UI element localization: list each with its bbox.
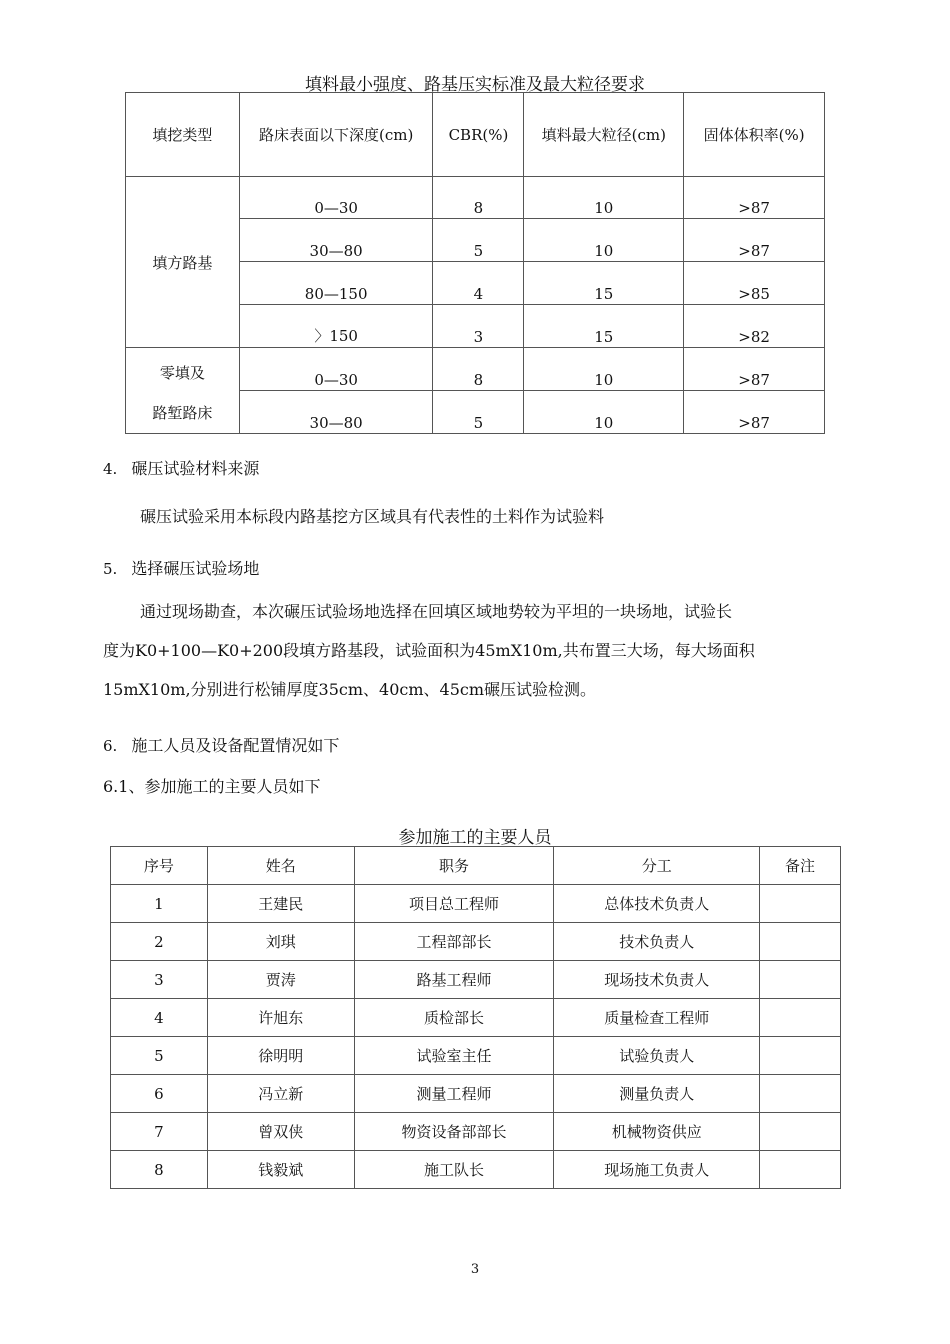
table-cell: 4 [111, 999, 208, 1037]
table1-caption: 填料最小强度、路基压实标准及最大粒径要求 [305, 75, 645, 95]
table-cell: 8 [433, 348, 524, 391]
table-cell: 项目总工程师 [354, 885, 554, 923]
table-cell: 0—30 [239, 177, 433, 219]
table-cell: 8 [111, 1151, 208, 1189]
table-cell [760, 1075, 841, 1113]
table-cell: >87 [684, 348, 825, 391]
group-label-cut-subgrade [126, 348, 240, 434]
table-header-row [126, 93, 825, 177]
table-cell: 刘琪 [207, 923, 354, 961]
table-cell: 6 [111, 1075, 208, 1113]
section6-sub-heading: 6.1、参加施工的主要人员如下 [103, 777, 321, 796]
paragraph-line: 度为K0+100—K0+200段填方路基段，试验面积为45mX10m,共布置三大场，每大场面积 [103, 641, 755, 660]
table-cell: 现场施工负责人 [554, 1151, 760, 1189]
page-number: 3 [470, 1262, 480, 1277]
header-cell: 填料最大粒径(cm) [524, 93, 684, 177]
table-cell: 技术负责人 [554, 923, 760, 961]
table-cell [760, 1037, 841, 1075]
header-cell: 固体体积率(%) [684, 93, 825, 177]
section-title: 碾压试验材料来源 [131, 459, 260, 478]
table-cell: 机械物资供应 [554, 1113, 760, 1151]
table-cell: >87 [684, 219, 825, 262]
header-cell: 序号 [111, 847, 208, 885]
table-cell: 总体技术负责人 [554, 885, 760, 923]
table-cell: 路基工程师 [354, 961, 554, 999]
table-row [111, 1075, 841, 1113]
table-row [111, 885, 841, 923]
table-cell: 〉150 [239, 305, 433, 348]
table-cell: 王建民 [207, 885, 354, 923]
table-row [111, 1113, 841, 1151]
table-cell: 4 [433, 262, 524, 305]
table-cell: >87 [684, 391, 825, 434]
section5-heading [103, 556, 259, 579]
table-row [126, 177, 825, 219]
table-cell: 80—150 [239, 262, 433, 305]
table-cell [760, 885, 841, 923]
table-cell: 徐明明 [207, 1037, 354, 1075]
table-cell: 0—30 [239, 348, 433, 391]
table-cell [760, 961, 841, 999]
table-cell [760, 1113, 841, 1151]
table-cell: 3 [111, 961, 208, 999]
table-cell: 30—80 [239, 219, 433, 262]
table-cell: 5 [433, 219, 524, 262]
header-cell: 路床表面以下深度(cm) [239, 93, 433, 177]
table-cell: 物资设备部部长 [354, 1113, 554, 1151]
section4-body: 碾压试验采用本标段内路基挖方区域具有代表性的土料作为试验料 [140, 507, 605, 526]
table-cell: 15 [524, 305, 684, 348]
section5-body [103, 592, 863, 709]
table-cell: 贾涛 [207, 961, 354, 999]
table-row [111, 961, 841, 999]
table-cell: 10 [524, 177, 684, 219]
table-cell: 2 [111, 923, 208, 961]
section6-heading [103, 733, 339, 756]
table-cell [760, 923, 841, 961]
table-cell: 5 [433, 391, 524, 434]
table-cell: 质检部长 [354, 999, 554, 1037]
strength-standard-table [125, 92, 825, 434]
paragraph-line: 通过现场勘查，本次碾压试验场地选择在回填区域地势较为平坦的一块场地，试验长 [140, 602, 733, 621]
table-cell: 8 [433, 177, 524, 219]
header-cell: 分工 [554, 847, 760, 885]
table-cell: 测量负责人 [554, 1075, 760, 1113]
table-cell: 工程部部长 [354, 923, 554, 961]
table2-caption: 参加施工的主要人员 [398, 828, 552, 848]
table-cell: 施工队长 [354, 1151, 554, 1189]
table-cell: 10 [524, 219, 684, 262]
table-row [111, 1151, 841, 1189]
table-cell: 5 [111, 1037, 208, 1075]
table-cell: 10 [524, 348, 684, 391]
section-number: 4. [103, 460, 118, 478]
table-cell: 冯立新 [207, 1075, 354, 1113]
table-cell: 试验室主任 [354, 1037, 554, 1075]
table-cell: 试验负责人 [554, 1037, 760, 1075]
section-title: 施工人员及设备配置情况如下 [131, 736, 340, 755]
section-title: 选择碾压试验场地 [131, 559, 260, 578]
table-cell: 1 [111, 885, 208, 923]
section-number: 5. [103, 560, 118, 578]
table-cell [760, 1151, 841, 1189]
table-cell [760, 999, 841, 1037]
table-cell: 现场技术负责人 [554, 961, 760, 999]
table-cell: 测量工程师 [354, 1075, 554, 1113]
paragraph-line: 15mX10m,分别进行松铺厚度35cm、40cm、45cm碾压试验检测。 [103, 680, 597, 699]
table-row [111, 1037, 841, 1075]
table-cell: 30—80 [239, 391, 433, 434]
table-cell: >87 [684, 177, 825, 219]
section-number: 6. [103, 737, 118, 755]
header-cell: 填挖类型 [126, 93, 240, 177]
header-cell: CBR(%) [433, 93, 524, 177]
header-cell: 姓名 [207, 847, 354, 885]
table-cell: 15 [524, 262, 684, 305]
table-cell: 曾双侠 [207, 1113, 354, 1151]
table-row [111, 999, 841, 1037]
table-cell: 许旭东 [207, 999, 354, 1037]
section4-heading [103, 456, 259, 479]
group-label-line: 零填及 [159, 363, 205, 382]
group-label-line: 路堑路床 [152, 403, 213, 422]
table-row [111, 923, 841, 961]
table-cell: >85 [684, 262, 825, 305]
table-cell: >82 [684, 305, 825, 348]
table-header-row [111, 847, 841, 885]
header-cell: 备注 [760, 847, 841, 885]
table-cell: 钱毅斌 [207, 1151, 354, 1189]
header-cell: 职务 [354, 847, 554, 885]
table-cell: 7 [111, 1113, 208, 1151]
table-row [126, 348, 825, 391]
table-cell: 质量检查工程师 [554, 999, 760, 1037]
table-cell: 3 [433, 305, 524, 348]
personnel-table [110, 846, 841, 1189]
group-label-fill-subgrade: 填方路基 [126, 177, 240, 348]
table-cell: 10 [524, 391, 684, 434]
